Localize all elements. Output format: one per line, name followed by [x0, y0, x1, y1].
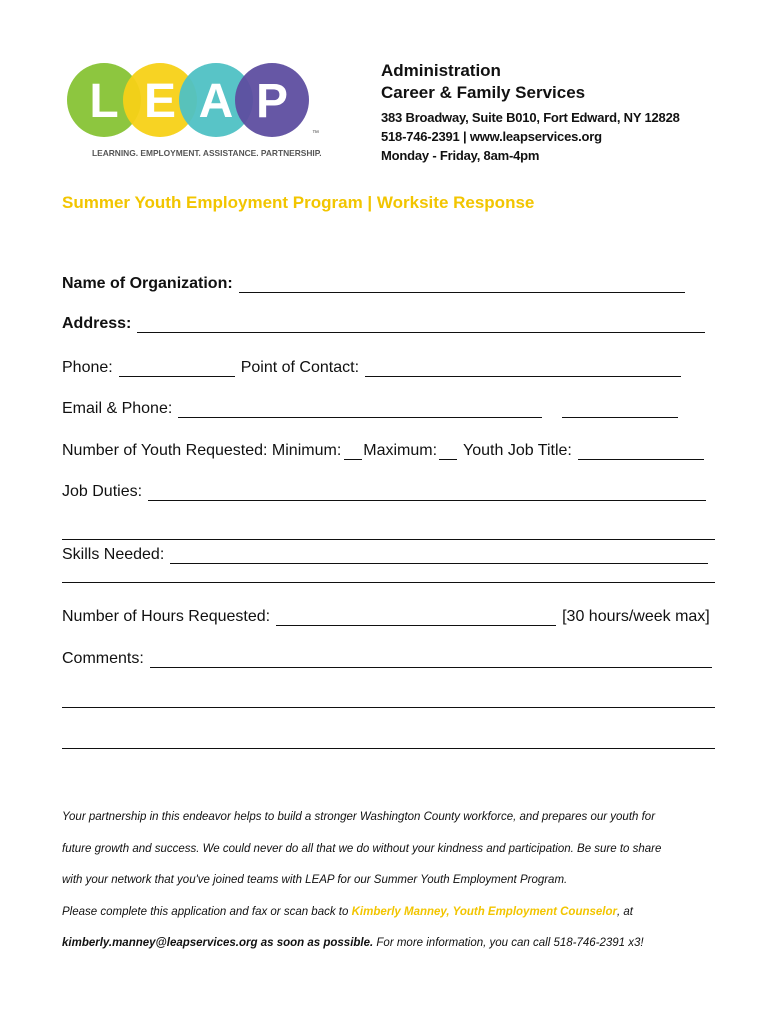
email-field[interactable] — [178, 403, 542, 418]
comments-row — [62, 650, 712, 668]
footer-more-info: For more information, you can call 518-746-2391 x3! — [373, 937, 644, 949]
hours-requested-label: Number of Hours Requested: — [62, 608, 271, 625]
footer-line-4 — [62, 897, 722, 929]
job-duties-label: Job Duties: — [62, 483, 143, 500]
footer-line-3: with your network that you've joined teams with LEAP for our Summer Youth Employment Program. — [62, 874, 568, 886]
logo-tm: ™ — [312, 130, 319, 137]
logo-letter-l: L — [89, 75, 119, 128]
point-of-contact-label: Point of Contact: — [240, 359, 360, 376]
comments-line-3[interactable] — [62, 748, 715, 749]
logo-letter-a: A — [198, 75, 234, 128]
maximum-label: Maximum: — [363, 442, 438, 459]
phone-field[interactable] — [119, 362, 235, 377]
counselor-email[interactable]: kimberly.manney@leapservices.org as soon as possible. — [62, 937, 374, 949]
org-title-line1: Administration — [381, 61, 501, 80]
minimum-field[interactable] — [344, 445, 362, 460]
org-hours: Monday - Friday, 8am-4pm — [381, 148, 540, 163]
hours-requested-field[interactable] — [276, 611, 556, 626]
logo-letter-p: P — [255, 75, 289, 128]
address-row — [62, 315, 705, 333]
skills-needed-label: Skills Needed: — [62, 546, 165, 563]
organization-field[interactable] — [239, 278, 685, 293]
address-label: Address: — [62, 315, 132, 332]
skills-needed-field[interactable] — [170, 549, 708, 564]
footer-text — [62, 802, 722, 960]
youth-requested-row — [62, 442, 704, 460]
maximum-field[interactable] — [439, 445, 457, 460]
point-of-contact-field[interactable] — [365, 362, 681, 377]
footer-line-1: Your partnership in this endeavor helps to build a stronger Washington County workforce, and prepares our youth for — [62, 811, 656, 823]
footer-instruction: Please complete this application and fax or scan back to — [62, 905, 352, 918]
hours-requested-row — [62, 608, 710, 626]
org-address: 383 Broadway, Suite B010, Fort Edward, NY 12828 — [381, 110, 680, 125]
email-phone-label: Email & Phone: — [62, 400, 173, 417]
counselor-name: Kimberly Manney, Youth Employment Counselor — [351, 905, 617, 918]
organization-row — [62, 275, 685, 293]
org-header — [381, 60, 680, 165]
form-title: Summer Youth Employment Program | Worksite Response — [62, 193, 535, 212]
youth-job-title-field[interactable] — [578, 445, 704, 460]
organization-label: Name of Organization: — [62, 275, 233, 292]
youth-requested-label: Number of Youth Requested: Minimum: — [62, 442, 342, 459]
job-duties-field[interactable] — [148, 486, 706, 501]
phone-label: Phone: — [62, 359, 113, 376]
youth-job-title-label: Youth Job Title: — [463, 442, 572, 459]
address-field[interactable] — [137, 318, 705, 333]
comments-label: Comments: — [62, 650, 144, 667]
email-phone-field[interactable] — [562, 403, 678, 418]
skills-needed-line-2[interactable] — [62, 582, 715, 583]
email-phone-row — [62, 400, 678, 418]
skills-needed-row — [62, 546, 708, 564]
comments-line-2[interactable] — [62, 707, 715, 708]
logo-tagline: LEARNING. EMPLOYMENT. ASSISTANCE. PARTNERSHIP. — [92, 148, 322, 158]
org-contact: 518-746-2391 | www.leapservices.org — [381, 129, 602, 144]
job-duties-row — [62, 483, 706, 501]
org-title-line2: Career & Family Services — [381, 83, 586, 102]
hours-note: [30 hours/week max] — [562, 608, 710, 625]
footer-line-2: future growth and success. We could never do all that we do without your kindness and participation. Be sure to share — [62, 842, 662, 855]
logo-letter-e: E — [143, 75, 177, 128]
footer-line-5 — [62, 928, 722, 960]
comments-field[interactable] — [150, 653, 712, 668]
footer-at: , at — [617, 905, 633, 918]
job-duties-line-2[interactable] — [62, 539, 715, 540]
phone-row — [62, 359, 681, 377]
leap-logo — [62, 55, 327, 163]
